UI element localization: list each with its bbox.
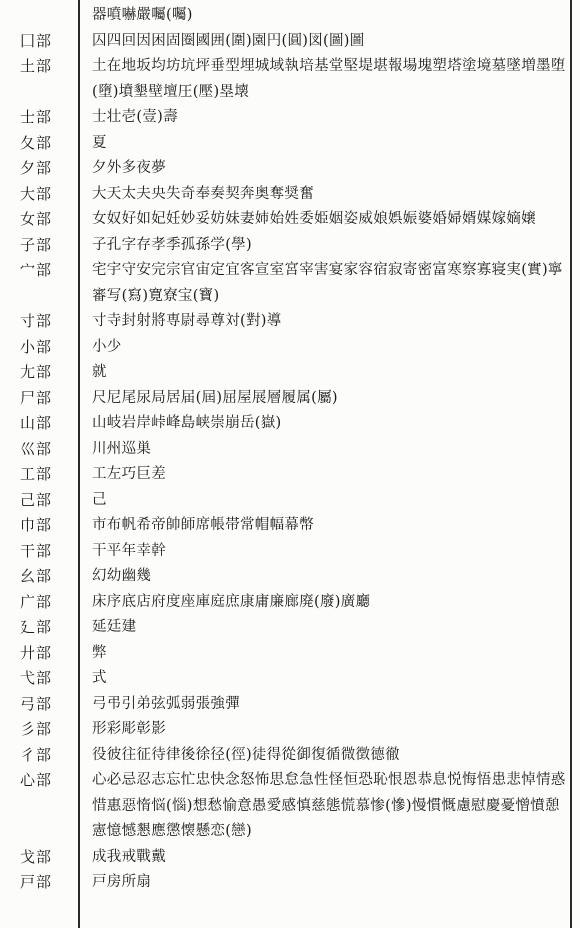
character-list: 床序底店府度座庫庭庶康庸廉廊廃(廢)廣廳 — [92, 593, 371, 610]
radical-row — [0, 615, 580, 641]
radical-heading: 囗部 — [20, 31, 53, 50]
character-list: 弓弔引弟弦弧弱張強彈 — [92, 695, 240, 712]
character-list: 士壮壱(壹)壽 — [92, 109, 178, 125]
radical-row — [0, 309, 580, 335]
character-list: 工左巧巨差 — [92, 466, 166, 482]
character-list: 寸寺封射將専尉尋尊対(對)導 — [92, 313, 282, 329]
character-list: 夕外多夜夢 — [92, 160, 166, 176]
radical-heading: 己部 — [20, 490, 53, 509]
radical-heading: 弋部 — [20, 669, 53, 687]
radical-row — [0, 3, 580, 29]
radical-heading: 廴部 — [20, 618, 53, 636]
radical-heading: 小部 — [20, 337, 53, 356]
radical-row — [0, 182, 580, 208]
radical-row — [0, 539, 580, 565]
radical-heading: 戸部 — [20, 873, 53, 891]
radical-heading: 夕部 — [20, 159, 53, 177]
character-list: 器噴嚇嚴囑(囑) — [92, 7, 193, 23]
radical-row — [0, 411, 580, 437]
radical-row — [0, 105, 580, 131]
radical-heading: 女部 — [20, 210, 53, 228]
radical-heading: 弓部 — [20, 694, 53, 713]
radical-heading: 广部 — [20, 592, 53, 611]
character-list: 幻幼幽幾 — [92, 568, 152, 584]
radical-heading: 彡部 — [20, 720, 53, 738]
radical-row — [0, 717, 580, 743]
radical-heading: 宀部 — [20, 261, 53, 279]
character-list: 尺尼尾尿局居届(屆)屈屋展層履属(屬) — [92, 389, 338, 406]
character-list: 山岐岩岸峠峰島峡崇崩岳(嶽) — [92, 415, 282, 431]
radical-row — [0, 641, 580, 667]
radical-row — [0, 768, 580, 845]
radical-heading: 寸部 — [20, 312, 53, 330]
radical-row — [0, 870, 580, 896]
radical-row — [0, 845, 580, 871]
radical-table — [0, 3, 580, 896]
radical-heading: 尢部 — [20, 363, 53, 381]
radical-heading: 工部 — [20, 465, 53, 483]
radical-row — [0, 513, 580, 539]
radical-row — [0, 131, 580, 157]
radical-heading: 心部 — [20, 771, 53, 789]
radical-heading: 山部 — [20, 414, 53, 432]
radical-heading: 尸部 — [20, 388, 53, 407]
character-list: 形彩彫彰影 — [92, 721, 166, 737]
character-list: 役彼往征待律後徐径(徑)徒得從御復循微徴德徹 — [92, 746, 400, 763]
character-list: 川州巡巣 — [92, 440, 152, 457]
radical-row — [0, 207, 580, 233]
character-list: 土在地坂均坊坑坪垂型埋城域執培基堂堅堤堪報場塊塑塔塗境墓墜増墨堕(墮)墳墾壁壇圧(壓)塁壊 — [92, 58, 566, 100]
radical-heading: 大部 — [20, 184, 53, 203]
character-list: 干平年幸幹 — [92, 542, 166, 559]
character-list: 心必忌忍志忘忙忠快念怒怖思怠急性怪恒恐恥恨恩恭息悦悔悟患悲悼情惑惜惠惡惰悩(惱)想愁愉意愚愛感慎慈態慌慕惨(慘)慢慣慨慮慰慶憂憎憤憩憲憶憾懇應懲懐懸恋(戀) — [92, 772, 566, 839]
radical-heading: 子部 — [20, 235, 53, 254]
radical-heading: 土部 — [20, 57, 53, 75]
radical-row — [0, 564, 580, 590]
radical-row — [0, 335, 580, 361]
radical-row — [0, 437, 580, 463]
radical-row — [0, 462, 580, 488]
radical-row — [0, 743, 580, 769]
character-list: 就 — [92, 364, 107, 380]
character-list: 己 — [92, 491, 107, 508]
character-list: 延廷建 — [92, 619, 137, 635]
character-list: 子孔字存孝季孤孫学(學) — [92, 236, 252, 253]
character-list: 市布帆希帝帥師席帳帯常帽幅幕幣 — [92, 517, 314, 533]
character-list: 大天太夫央失奇奉奏契奔奥奪奨奮 — [92, 185, 314, 202]
radical-heading: 士部 — [20, 108, 53, 126]
radical-row — [0, 54, 580, 105]
radical-row — [0, 692, 580, 718]
radical-heading: 彳部 — [20, 745, 53, 764]
radical-row — [0, 29, 580, 55]
character-list: 式 — [92, 670, 107, 686]
character-list: 小少 — [92, 338, 122, 355]
radical-heading: 干部 — [20, 541, 53, 560]
character-list: 成我戒戰戴 — [92, 848, 166, 865]
radical-row — [0, 233, 580, 259]
radical-row — [0, 488, 580, 514]
character-list: 戸房所扇 — [92, 874, 152, 890]
character-list: 夏 — [92, 134, 107, 151]
character-list: 女奴好如妃妊妙妥妨妹妻姉始姓委姫姻姿威娘娯娠婆婚婦婿媒嫁嫡嬢 — [92, 211, 536, 227]
radical-row — [0, 590, 580, 616]
radical-row — [0, 258, 580, 309]
radical-heading: 巛部 — [20, 439, 53, 458]
radical-heading: 廾部 — [20, 643, 53, 662]
character-list: 宅宇守安完宗官宙定宜客宣室宮宰害宴家容宿寂寄密富寒察寡寝実(實)寧審写(寫)寛寮宝(寶) — [92, 262, 563, 304]
character-list: 弊 — [92, 644, 107, 661]
radical-row — [0, 386, 580, 412]
radical-row — [0, 666, 580, 692]
character-list: 囚四回因困固圈國囲(圍)園円(圓)図(圖)圖 — [92, 32, 365, 49]
radical-heading: 巾部 — [20, 516, 53, 534]
radical-heading: 幺部 — [20, 567, 53, 585]
radical-row — [0, 156, 580, 182]
radical-heading: 戈部 — [20, 847, 53, 866]
radical-row — [0, 360, 580, 386]
radical-heading: 夂部 — [20, 133, 53, 152]
